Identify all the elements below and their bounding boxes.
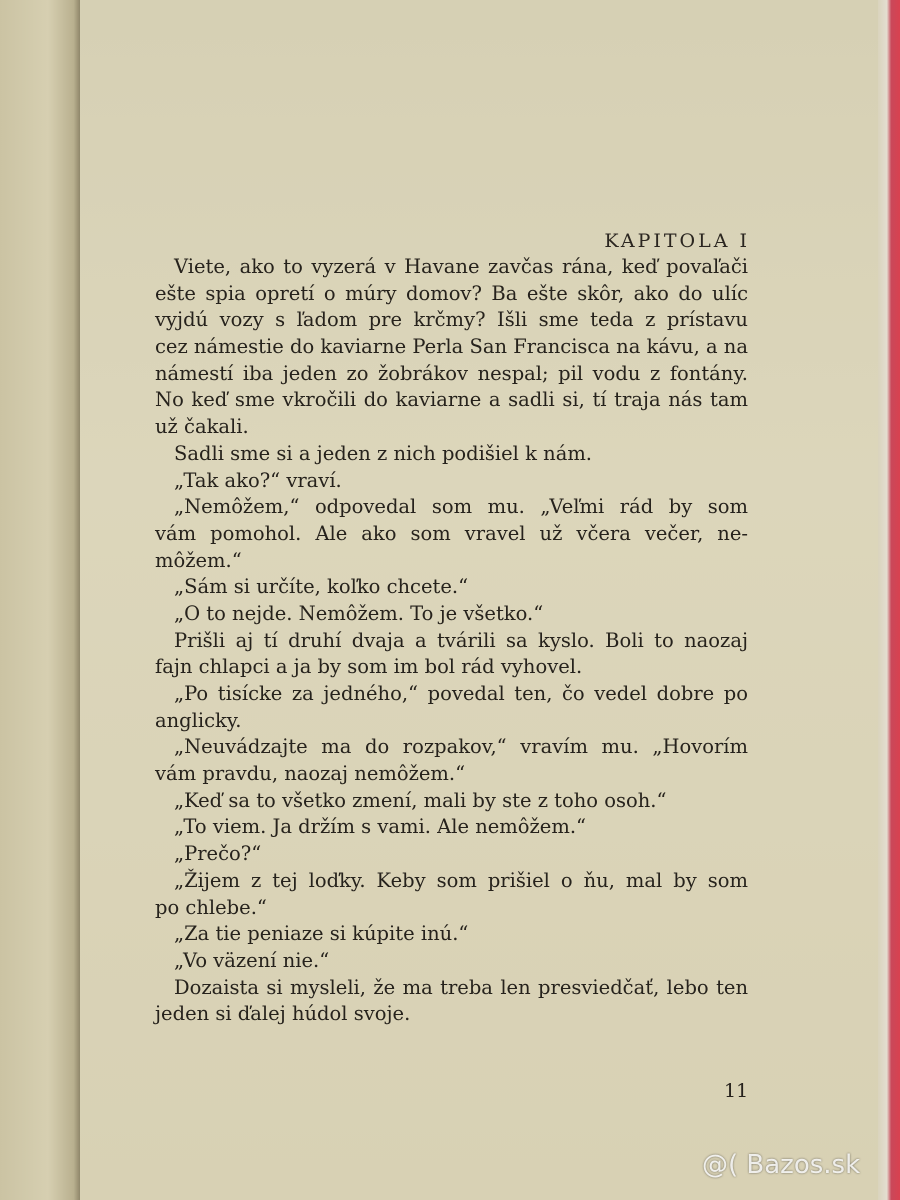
left-page-edge xyxy=(0,0,80,1200)
text-line: No keď sme vkročili do kaviarne a sadli si, tí traja nás tam xyxy=(155,388,748,412)
text-line: námestí iba jeden zo žobrákov nespal; pil vodu z fontány. xyxy=(155,361,748,385)
text-line: už čakali. xyxy=(155,415,249,439)
text-line: môžem.“ xyxy=(155,548,242,572)
text-line: po chlebe.“ xyxy=(155,895,267,919)
text-line: Dozaista si mysleli, že ma treba len presviedčať, lebo ten xyxy=(174,975,748,999)
text-line: „Žijem z tej loďky. Keby som prišiel o ňu, mal by som xyxy=(174,868,748,892)
body-text xyxy=(155,254,748,1028)
text-line: anglicky. xyxy=(155,708,242,732)
watermark: @( Bazos.sk xyxy=(702,1150,861,1180)
text-line: „Sám si určíte, koľko chcete.“ xyxy=(174,575,469,599)
text-line: Prišli aj tí druhí dvaja a tvárili sa kyslo. Boli to naozaj xyxy=(174,628,748,652)
text-line: fajn chlapci a ja by som im bol rád vyhovel. xyxy=(155,655,583,679)
page-number: 11 xyxy=(724,1080,749,1102)
text-line: „Neuvádzajte ma do rozpakov,“ vravím mu. „Hovorím xyxy=(174,735,748,759)
text-line: Sadli sme si a jeden z nich podišiel k nám. xyxy=(174,441,593,465)
chapter-heading: KAPITOLA I xyxy=(604,230,750,252)
text-line: „Po tisícke za jedného,“ povedal ten, čo vedel dobre po xyxy=(174,682,748,705)
text-line: „O to nejde. Nemôžem. To je všetko.“ xyxy=(174,601,544,625)
text-line: „Vo väzení nie.“ xyxy=(174,948,330,972)
text-line: vám pravdu, naozaj nemôžem.“ xyxy=(155,762,466,786)
text-line: „Nemôžem,“ odpovedal som mu. „Veľmi rád by som xyxy=(174,495,748,519)
text-line: vyjdú vozy s ľadom pre krčmy? Išli sme teda z prístavu xyxy=(155,308,748,332)
text-line: Viete, ako to vyzerá v Havane zavčas rána, keď povaľači xyxy=(174,255,748,278)
text-line: ešte spia opretí o múry domov? Ba ešte skôr, ako do ulíc xyxy=(155,281,748,305)
book-cover-edge xyxy=(878,0,900,1200)
text-line: „Keď sa to všetko zmení, mali by ste z toho osoh.“ xyxy=(174,788,667,812)
text-line: cez námestie do kaviarne Perla San Francisca na kávu, a na xyxy=(155,335,748,359)
text-line: „Prečo?“ xyxy=(174,842,262,866)
text-line: „Tak ako?“ vraví. xyxy=(174,468,342,492)
text-line: jeden si ďalej húdol svoje. xyxy=(155,1002,411,1026)
text-line: „To viem. Ja držím s vami. Ale nemôžem.“ xyxy=(174,815,586,839)
text-line: „Za tie peniaze si kúpite inú.“ xyxy=(174,922,469,946)
text-line: vám pomohol. Ale ako som vravel už včera večer, ne- xyxy=(155,521,748,545)
